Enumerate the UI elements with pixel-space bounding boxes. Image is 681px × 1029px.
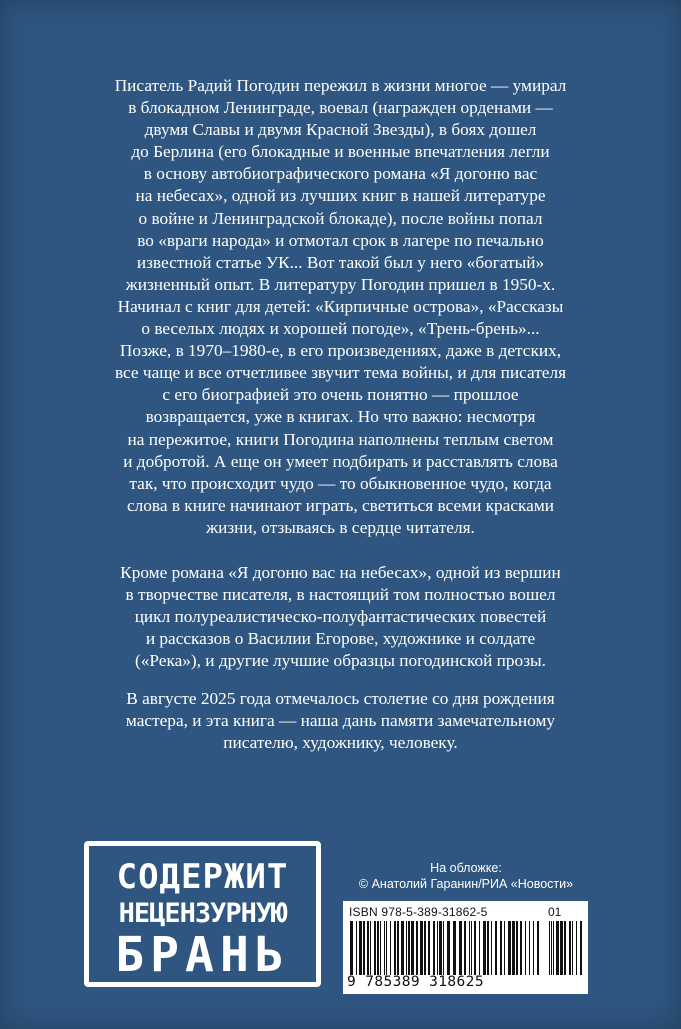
barcode-bar (350, 921, 353, 975)
barcode-bar (397, 921, 399, 975)
barcode-bar (370, 921, 371, 975)
barcode-bar (560, 921, 563, 975)
annotation-line: и добротой. А еще он умеет подбирать и расставлять слова (123, 451, 558, 471)
barcode-bar (576, 921, 577, 975)
cover-credit (345, 860, 587, 892)
barcode-bar (469, 921, 470, 975)
barcode-bar (408, 921, 410, 975)
annotation-line: слова в книге начинают играть, светиться всеми красками (126, 495, 555, 515)
annotation-line: возвращается, уже в книгах. Но что важно: несмотря (145, 407, 536, 427)
barcode-bar (504, 921, 505, 975)
barcode-bar (356, 921, 357, 975)
barcode-bar (433, 921, 435, 975)
barcode-bar (500, 921, 502, 975)
annotation-line: о веселых людях и хорошей погоде», «Трень-брень»... (141, 319, 540, 339)
annotation-line: на небесах», одной из лучших книг в нашей литературе (135, 186, 546, 206)
cover-credit-label: На обложке: (430, 861, 502, 875)
ean-digits: 9 785389 318625 (347, 974, 484, 990)
barcode-bar (483, 921, 486, 975)
barcode-bar (359, 921, 362, 975)
annotation-line: Кроме романа «Я догоню вас на небесах», одной из вершин (120, 563, 561, 582)
stamp-line-2: НЕЦЕНЗУРНУЮ (118, 898, 287, 929)
barcode-bar (569, 921, 571, 975)
ean-barcode-bars (349, 921, 539, 975)
annotation-line: («Река»), и другие лучшие образцы погодинской прозы. (135, 651, 546, 671)
annotation-line: до Берлина (его блокадные и военные впечатления легли (131, 142, 550, 162)
barcode-bar (479, 921, 480, 975)
annotation-line: писателю, художнику, человеку. (223, 733, 458, 753)
annotation-line: в творчестве писателя, в настоящий том полностью вошел (125, 585, 556, 605)
cover-credit-text: © Анатолий Гаранин/РИА «Новости» (358, 877, 574, 891)
barcode-bar (401, 921, 404, 975)
barcode-bar (525, 921, 526, 975)
isbn-text: ISBN 978-5-389-31862-5 (349, 905, 488, 919)
barcode-bar (424, 921, 426, 975)
addon-barcode-bars (548, 921, 582, 975)
barcode-bar (447, 921, 450, 975)
barcode-bar (580, 921, 582, 975)
annotation-line: Писатель Радий Погодин пережил в жизни многое — умирал (114, 76, 567, 95)
barcode-bar (380, 921, 381, 975)
barcode-bar (572, 921, 573, 975)
annotation-line: в блокадном Ленинграде, воевал (награжден орденами — (128, 98, 553, 118)
barcode-bar (367, 921, 369, 975)
barcode-bar (520, 921, 522, 975)
annotation-line: жизненный опыт. В литературу Погодин пришел в 1950-х. (125, 274, 556, 294)
barcode-bar (453, 921, 456, 975)
annotation-line: все чаще и все отчетливее звучит тема войны, и для писателя (114, 363, 567, 383)
barcode-bar (437, 921, 438, 975)
annotation-line: двумя Славы и двумя Красной Звезды), в боях дошел (144, 120, 537, 140)
annotation-line: Позже, в 1970–1980-е, в его произведениях, даже в детских, (119, 341, 562, 361)
annotation-line: на пережитое, книги Погодина наполнены теплым светом (127, 429, 554, 449)
barcode-bar (516, 921, 518, 975)
barcode-bar (512, 921, 515, 975)
barcode-bar (529, 921, 530, 975)
barcode-bar (556, 921, 559, 975)
annotation-line: цикл полуреалистическо-полуфантастических повестей (134, 607, 547, 627)
profanity-warning-stamp (84, 841, 321, 987)
barcode-bar (420, 921, 423, 975)
barcode-bar (406, 921, 407, 975)
barcode-bar (394, 921, 396, 975)
barcode-bar (495, 921, 497, 975)
annotation-paragraph-2 (40, 562, 641, 672)
stamp-line-1: СОДЕРЖИТ (116, 857, 289, 897)
barcode-bar (508, 921, 511, 975)
barcode-bar (533, 921, 534, 975)
barcode-bar (386, 921, 387, 975)
barcode-bar (390, 921, 391, 975)
annotation-line: так, что происходит чудо — то обыкновенное чудо, когда (129, 473, 552, 493)
annotation-line: во «враги народа» и отмотал срок в лагере по печально (137, 230, 544, 250)
barcode-bar (416, 921, 418, 975)
annotation-paragraph-1 (40, 75, 641, 539)
barcode-bar (439, 921, 442, 975)
barcode-bar (474, 921, 476, 975)
barcode-bar (374, 921, 376, 975)
annotation-line: жизни, отзываясь в сердце читателя. (206, 517, 475, 537)
stamp-line-3: БРАНЬ (115, 927, 290, 983)
barcode-bar (428, 921, 430, 975)
barcode-bar (377, 921, 379, 975)
annotation-line: известной статье УК... Вот такой был у него «богатый» (136, 252, 545, 272)
barcode-bar (537, 921, 539, 975)
annotation-line: Начинал с книг для детей: «Кирпичные острова», «Рассказы (117, 296, 564, 316)
barcode-bar (553, 921, 554, 975)
barcode-bar (443, 921, 444, 975)
barcode-addon-text: 01 (548, 905, 562, 919)
barcode-bar (471, 921, 472, 975)
barcode-bar (411, 921, 414, 975)
annotation-line: и рассказов о Василии Егорове, художнике и солдате (145, 629, 536, 649)
annotation-paragraph-3 (40, 688, 641, 754)
barcode-bar (363, 921, 365, 975)
isbn-barcode (343, 901, 588, 994)
barcode-bar (564, 921, 566, 975)
barcode-bar (459, 921, 462, 975)
annotation-line: В августе 2025 года отмечалось столетие со дня рождения (126, 689, 555, 708)
barcode-bar (551, 921, 552, 975)
annotation-line: с его биографией это очень понятно — прошлое (162, 385, 519, 405)
annotation-line: в основу автобиографического романа «Я догоню вас (143, 164, 538, 184)
barcode-bar (549, 921, 550, 975)
barcode-bar (384, 921, 385, 975)
barcode-bar (464, 921, 466, 975)
barcode-bar (491, 921, 492, 975)
annotation-line: о войне и Ленинградской блокаде), после войны попал (138, 208, 543, 228)
annotation-line: мастера, и эта книга — наша дань памяти замечательному (125, 711, 556, 731)
barcode-bar (487, 921, 489, 975)
